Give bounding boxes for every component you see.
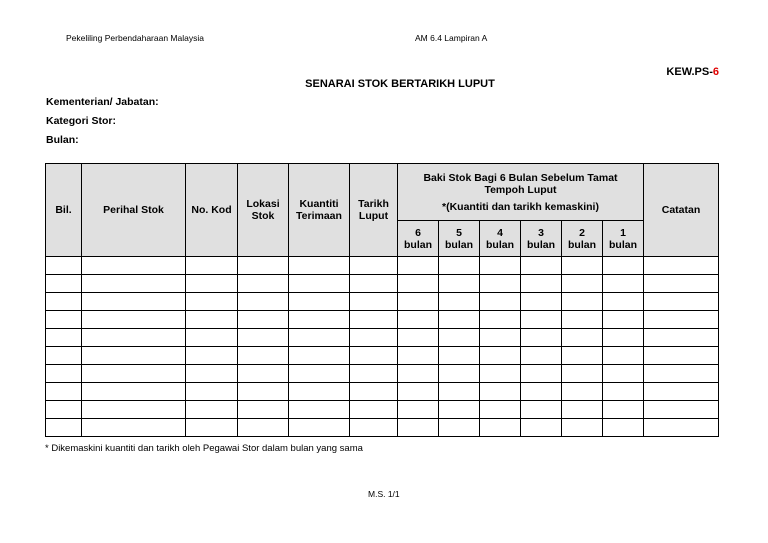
page-number: M.S. 1/1 (368, 489, 400, 499)
table-cell[interactable] (46, 347, 82, 365)
table-cell[interactable] (480, 293, 521, 311)
table-cell[interactable] (186, 383, 238, 401)
table-cell[interactable] (46, 311, 82, 329)
table-cell[interactable] (350, 311, 398, 329)
table-cell[interactable] (644, 275, 719, 293)
table-cell[interactable] (350, 383, 398, 401)
table-cell[interactable] (480, 365, 521, 383)
table-cell[interactable] (46, 275, 82, 293)
balance-group-header (398, 164, 644, 221)
table-cell[interactable] (439, 347, 480, 365)
table-cell[interactable] (238, 329, 289, 347)
table-cell[interactable] (644, 365, 719, 383)
form-code (666, 66, 719, 78)
table-cell[interactable] (603, 293, 644, 311)
table-cell[interactable] (46, 293, 82, 311)
table-cell[interactable] (603, 383, 644, 401)
table-cell[interactable] (350, 419, 398, 437)
balance-group-subtitle: *(Kuantiti dan tarikh kemaskini) (442, 200, 599, 213)
month-header: 3 bulan (521, 221, 562, 257)
table-cell[interactable] (82, 311, 186, 329)
month-header: 5 bulan (439, 221, 480, 257)
table-cell[interactable] (289, 311, 350, 329)
table-cell[interactable] (603, 347, 644, 365)
table-cell[interactable] (46, 329, 82, 347)
table-cell[interactable] (186, 401, 238, 419)
table-cell[interactable] (238, 419, 289, 437)
col-tarikh-header: Tarikh Luput (350, 164, 398, 257)
table-cell[interactable] (439, 329, 480, 347)
col-catatan-header: Catatan (644, 164, 719, 257)
table-cell[interactable] (46, 419, 82, 437)
col-lokasi-header: Lokasi Stok (238, 164, 289, 257)
table-cell[interactable] (46, 257, 82, 275)
month-header: 4 bulan (480, 221, 521, 257)
table-cell[interactable] (480, 275, 521, 293)
table-cell[interactable] (289, 401, 350, 419)
table-cell[interactable] (398, 365, 439, 383)
table-cell[interactable] (289, 275, 350, 293)
col-bil-header: Bil. (46, 164, 82, 257)
table-cell[interactable] (398, 293, 439, 311)
table-cell[interactable] (82, 347, 186, 365)
table-body (46, 257, 719, 437)
table-cell[interactable] (238, 365, 289, 383)
table-cell[interactable] (238, 275, 289, 293)
table-cell[interactable] (644, 311, 719, 329)
table-cell[interactable] (350, 329, 398, 347)
table-cell[interactable] (289, 347, 350, 365)
table-cell[interactable] (439, 401, 480, 419)
table-cell[interactable] (562, 365, 603, 383)
table-cell[interactable] (46, 401, 82, 419)
table-cell[interactable] (521, 275, 562, 293)
table-cell[interactable] (644, 383, 719, 401)
table-cell[interactable] (644, 257, 719, 275)
table-cell[interactable] (238, 311, 289, 329)
table-cell[interactable] (186, 329, 238, 347)
table-cell[interactable] (603, 401, 644, 419)
table-cell[interactable] (521, 401, 562, 419)
table-cell[interactable] (480, 347, 521, 365)
table-row (46, 329, 719, 347)
table-cell[interactable] (82, 383, 186, 401)
category-label: Kategori Stor: (46, 115, 117, 127)
page-title: SENARAI STOK BERTARIKH LUPUT (305, 78, 495, 90)
table-cell[interactable] (562, 311, 603, 329)
table-cell[interactable] (562, 275, 603, 293)
table-cell[interactable] (562, 257, 603, 275)
table-cell[interactable] (46, 365, 82, 383)
table-cell[interactable] (644, 329, 719, 347)
table-cell[interactable] (289, 419, 350, 437)
table-cell[interactable] (82, 257, 186, 275)
table-cell[interactable] (82, 401, 186, 419)
footnote: * Dikemaskini kuantiti dan tarikh oleh Pegawai Stor dalam bulan yang sama (45, 443, 363, 454)
form-code-number: 6 (712, 66, 719, 78)
table-cell[interactable] (82, 275, 186, 293)
table-cell[interactable] (562, 383, 603, 401)
table-cell[interactable] (562, 419, 603, 437)
table-cell[interactable] (46, 383, 82, 401)
table-cell[interactable] (521, 347, 562, 365)
table-cell[interactable] (350, 293, 398, 311)
table-cell[interactable] (289, 329, 350, 347)
form-code-prefix: KEW.PS- (666, 66, 713, 78)
table-cell[interactable] (521, 329, 562, 347)
table-row (46, 275, 719, 293)
table-cell[interactable] (480, 257, 521, 275)
table-cell[interactable] (398, 347, 439, 365)
table-cell[interactable] (398, 275, 439, 293)
month-header: 2 bulan (562, 221, 603, 257)
table-cell[interactable] (398, 257, 439, 275)
table-cell[interactable] (644, 293, 719, 311)
table-cell[interactable] (238, 401, 289, 419)
ministry-label: Kementerian/ Jabatan: (46, 96, 159, 108)
month-header: 1 bulan (603, 221, 644, 257)
table-cell[interactable] (562, 329, 603, 347)
table-cell[interactable] (82, 329, 186, 347)
table-cell[interactable] (398, 419, 439, 437)
table-cell[interactable] (186, 293, 238, 311)
table-cell[interactable] (603, 419, 644, 437)
table-cell[interactable] (521, 383, 562, 401)
table-cell[interactable] (521, 311, 562, 329)
table-cell[interactable] (603, 311, 644, 329)
stock-table (45, 163, 719, 437)
table-cell[interactable] (521, 419, 562, 437)
table-cell[interactable] (289, 365, 350, 383)
table-cell[interactable] (82, 365, 186, 383)
table-cell[interactable] (521, 365, 562, 383)
table-cell[interactable] (644, 401, 719, 419)
table-cell[interactable] (186, 311, 238, 329)
table-cell[interactable] (603, 329, 644, 347)
table-cell[interactable] (562, 401, 603, 419)
header-center-text: AM 6.4 Lampiran A (415, 33, 488, 43)
table-cell[interactable] (439, 275, 480, 293)
table-cell[interactable] (644, 419, 719, 437)
table-row (46, 383, 719, 401)
col-kuantiti-header: Kuantiti Terimaan (289, 164, 350, 257)
table-row (46, 347, 719, 365)
table-cell[interactable] (439, 419, 480, 437)
table-row (46, 419, 719, 437)
table-cell[interactable] (82, 293, 186, 311)
table-cell[interactable] (398, 401, 439, 419)
table-cell[interactable] (186, 275, 238, 293)
table-cell[interactable] (480, 383, 521, 401)
table-cell[interactable] (289, 293, 350, 311)
table-cell[interactable] (562, 347, 603, 365)
table-cell[interactable] (562, 293, 603, 311)
table-cell[interactable] (289, 383, 350, 401)
table-cell[interactable] (521, 257, 562, 275)
table-cell[interactable] (82, 419, 186, 437)
col-perihal-header: Perihal Stok (82, 164, 186, 257)
table-cell[interactable] (350, 275, 398, 293)
balance-group-title: Baki Stok Bagi 6 Bulan Sebelum Tamat Tempoh Luput (423, 171, 618, 196)
table-cell[interactable] (238, 383, 289, 401)
table-row (46, 401, 719, 419)
table-cell[interactable] (439, 293, 480, 311)
table-cell[interactable] (439, 257, 480, 275)
table-cell[interactable] (439, 365, 480, 383)
table-row (46, 293, 719, 311)
table-cell[interactable] (480, 419, 521, 437)
table-cell[interactable] (398, 311, 439, 329)
table-row (46, 257, 719, 275)
table-cell[interactable] (644, 347, 719, 365)
table-cell[interactable] (603, 365, 644, 383)
table-cell[interactable] (439, 383, 480, 401)
table-cell[interactable] (350, 347, 398, 365)
table-cell[interactable] (186, 257, 238, 275)
table-cell[interactable] (439, 311, 480, 329)
table-cell[interactable] (238, 257, 289, 275)
table-row (46, 365, 719, 383)
col-nokod-header: No. Kod (186, 164, 238, 257)
header-left-text: Pekeliling Perbendaharaan Malaysia (66, 33, 204, 43)
table-cell[interactable] (289, 257, 350, 275)
table-cell[interactable] (186, 365, 238, 383)
table-cell[interactable] (350, 365, 398, 383)
table-cell[interactable] (238, 293, 289, 311)
table-cell[interactable] (350, 257, 398, 275)
month-label: Bulan: (46, 134, 79, 146)
table-cell[interactable] (238, 347, 289, 365)
table-cell[interactable] (480, 311, 521, 329)
table-cell[interactable] (603, 275, 644, 293)
table-cell[interactable] (350, 401, 398, 419)
table-cell[interactable] (521, 293, 562, 311)
table-cell[interactable] (398, 383, 439, 401)
table-cell[interactable] (480, 329, 521, 347)
table-cell[interactable] (398, 329, 439, 347)
month-header: 6 bulan (398, 221, 439, 257)
table-row (46, 311, 719, 329)
table-cell[interactable] (603, 257, 644, 275)
table-cell[interactable] (480, 401, 521, 419)
table-cell[interactable] (186, 419, 238, 437)
table-cell[interactable] (186, 347, 238, 365)
